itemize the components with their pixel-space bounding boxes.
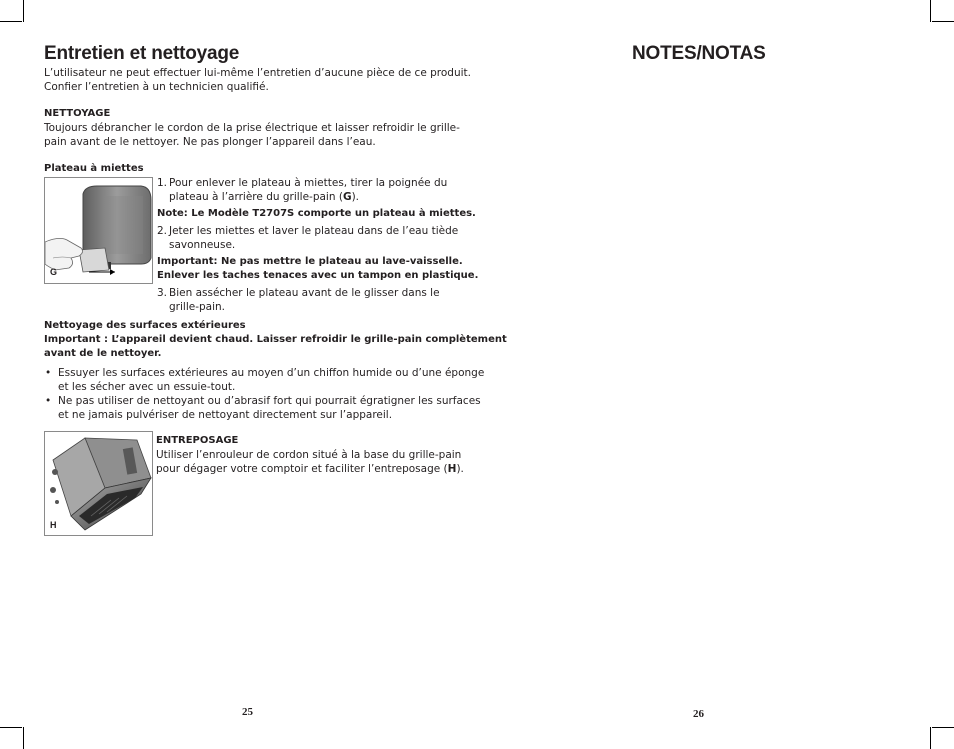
step-1-text: Pour enlever le plateau à miettes, tirer la poignée du	[169, 177, 448, 189]
entreposage-text: pour dégager votre comptoir et faciliter l’entreposage (H).	[156, 463, 464, 475]
crop-mark	[23, 727, 24, 749]
bullet-text: et les sécher avec un essuie-tout.	[58, 381, 236, 393]
step-number: 1.	[157, 177, 168, 189]
section-heading-exterieur: Nettoyage des surfaces extérieures	[44, 320, 246, 331]
section-heading-plateau: Plateau à miettes	[44, 163, 144, 174]
crop-mark	[932, 727, 954, 728]
step-2-text: Jeter les miettes et laver le plateau dans de l’eau tiède	[169, 225, 459, 237]
notes-title: NOTES/NOTAS	[632, 43, 766, 64]
crop-mark	[0, 727, 22, 728]
model-note: Note: Le Modèle T2707S comporte un plateau à miettes.	[157, 208, 476, 219]
crop-mark	[23, 0, 24, 22]
nettoyage-text: Toujours débrancher le cordon de la prise électrique et laisser refroidir le grille-	[44, 122, 460, 134]
page-number-left: 25	[242, 706, 253, 718]
bullet-text: et ne jamais pulvériser de nettoyant directement sur l’appareil.	[58, 409, 393, 421]
section-heading-entreposage: ENTREPOSAGE	[156, 435, 239, 446]
step-number: 3.	[157, 287, 168, 299]
figure-h-toaster-cord-storage	[44, 431, 153, 536]
nettoyage-text: pain avant de le nettoyer. Ne pas plonger l’appareil dans l’eau.	[44, 136, 376, 148]
intro-line: L’utilisateur ne peut effectuer lui-même l’entretien d’aucune pièce de ce produit.	[44, 67, 471, 79]
section-heading-nettoyage: NETTOYAGE	[44, 108, 111, 119]
figure-label-g: G	[50, 267, 58, 277]
page-number-right: 26	[693, 708, 704, 720]
crop-mark	[932, 21, 954, 22]
intro-line: Confier l’entretien à un technicien qualifié.	[44, 81, 269, 93]
important-note: Enlever les taches tenaces avec un tampon en plastique.	[157, 270, 479, 281]
step-3-text: Bien assécher le plateau avant de le glisser dans le	[169, 287, 440, 299]
step-2-text: savonneuse.	[169, 239, 236, 251]
bullet-text: Ne pas utiliser de nettoyant ou d’abrasif fort qui pourrait égratigner les surfaces	[58, 395, 481, 407]
entreposage-text: Utiliser l’enrouleur de cordon situé à la base du grille-pain	[156, 449, 462, 461]
step-3-text: grille-pain.	[169, 301, 225, 313]
toaster-crumb-tray-illustration	[45, 178, 152, 283]
toaster-underside-illustration	[45, 432, 152, 535]
bullet: •	[45, 395, 52, 407]
step-1-text: plateau à l’arrière du grille-pain (G).	[169, 191, 359, 203]
important-note: Important: Ne pas mettre le plateau au lave-vaisselle.	[157, 256, 463, 267]
crop-mark	[930, 0, 931, 22]
figure-g-toaster-crumb-tray	[44, 177, 153, 284]
figure-label-h: H	[50, 520, 57, 530]
bullet-text: Essuyer les surfaces extérieures au moyen d’un chiffon humide ou d’une éponge	[58, 367, 485, 379]
step-number: 2.	[157, 225, 168, 237]
page-title: Entretien et nettoyage	[44, 43, 240, 64]
crop-mark	[0, 21, 22, 22]
crop-mark	[930, 727, 931, 749]
bullet: •	[45, 367, 52, 379]
warning-text: Important : L’appareil devient chaud. Laisser refroidir le grille-pain complètement	[44, 334, 507, 345]
warning-text: avant de le nettoyer.	[44, 348, 162, 359]
